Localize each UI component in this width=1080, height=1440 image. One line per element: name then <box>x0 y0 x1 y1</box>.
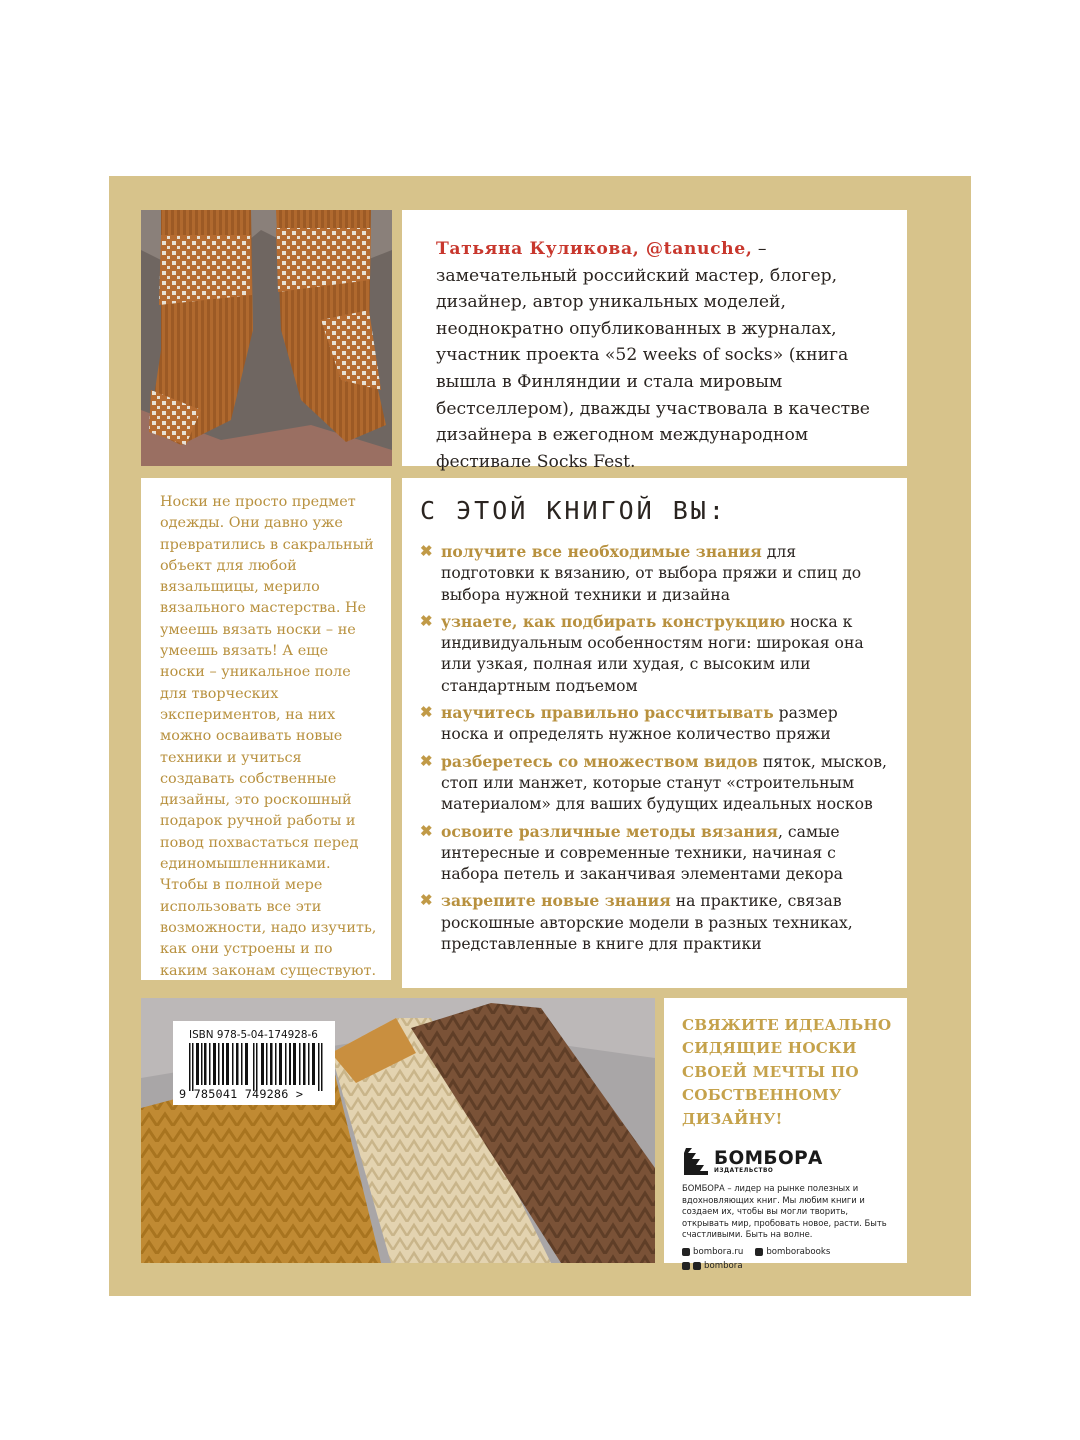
site-link[interactable]: bombora.ru <box>682 1247 743 1257</box>
benefits-list <box>420 541 889 955</box>
telegram-icon <box>693 1262 701 1270</box>
web-icon <box>682 1248 690 1256</box>
x-bullet-icon: ✖ <box>420 821 433 840</box>
promo-slogan: СВЯЖИТЕ ИДЕАЛЬНО СИДЯЩИЕ НОСКИ СВОЕЙ МЕЧТЫ ПО СОБСТВЕННОМУ ДИЗАЙНУ! <box>682 1016 892 1128</box>
publisher-about: БОМБОРА – лидер на рынке полезных и вдохновляющих книг. Мы любим книги и создаем их, чтобы вы могли творить, открывать мир, пробовать новое, расти. Быть счастливыми. Быть на волне. <box>682 1183 887 1240</box>
benefit-item: ✖ освоите различные методы вязания, самые интересные и современные техники, начиная с набора петель и заканчивая элементами декора <box>420 821 843 884</box>
author-panel <box>402 210 907 472</box>
promo-panel <box>664 998 907 1271</box>
bombora-logo-icon <box>682 1147 710 1177</box>
x-bullet-icon: ✖ <box>420 611 433 630</box>
benefit-item: ✖ научитесь правильно рассчитывать размер носка и определять нужное количество пряжи <box>420 703 838 744</box>
isbn-label: ISBN 978-5-04-174928-6 <box>189 1029 318 1041</box>
publisher-logo <box>682 1147 897 1177</box>
benefits-title: С ЭТОЙ КНИГОЙ ВЫ: <box>420 496 727 525</box>
youtube-icon <box>682 1262 690 1270</box>
author-bio <box>436 236 887 475</box>
barcode-digits: 9 785041 749286 > <box>179 1087 304 1101</box>
book-back-cover <box>109 176 971 1296</box>
author-text: – замечательный российский мастер, блогер, дизайнер, автор уникальных моделей, неоднократно опубликованных в журналах, участник проекта «52 weeks of socks» (книга вышла в Финляндии и стала мировым бестселлером), дважды участвовала в качестве дизайнера в ежегодном международном фестивале Socks Fest. <box>436 239 870 472</box>
x-bullet-icon: ✖ <box>420 703 433 722</box>
essay-panel <box>141 478 391 980</box>
benefit-item: ✖ разберетесь со множеством видов пяток, мысков, стоп или манжет, которые станут «строительным материалом» для ваших будущих идеальных носков <box>420 751 887 814</box>
benefit-item: ✖ узнаете, как подбирать конструкцию носка к индивидуальным особенностям ноги: широкая она или узкая, полная или худая, с высоким или стандартным подъемом <box>420 611 864 695</box>
vk-icon <box>755 1248 763 1256</box>
author-name: Татьяна Куликова, @tanuche, <box>436 239 753 259</box>
barcode-bars <box>189 1043 329 1091</box>
socks-photo-top <box>141 210 392 466</box>
benefits-panel <box>402 478 907 988</box>
x-bullet-icon: ✖ <box>420 751 433 770</box>
x-bullet-icon: ✖ <box>420 891 433 910</box>
isbn-barcode <box>173 1021 335 1105</box>
essay-text: Носки не просто предмет одежды. Они давно уже превратились в сакральный объект для любой вязальщицы, мерило вязального мастерства. Не умеешь вязать носки – не умеешь вязать! А еще носки – уникальное поле для творческих экспериментов, на них можно осваивать новые техники и учиться создавать собственные дизайны, это роскошный подарок ручной работы и повод похвастаться перед единомышленниками. Чтобы в полной мере использовать все эти возможности, надо изучить, как они устроены и по каким законам существуют. <box>160 494 377 979</box>
publisher-sub: ИЗДАТЕЛЬСТВО <box>714 1168 774 1175</box>
vk-link[interactable]: bomborabooks <box>755 1247 830 1257</box>
social-handle[interactable]: bombora <box>682 1261 897 1271</box>
benefit-item: ✖ получите все необходимые знания для подготовки к вязанию, от выбора пряжи и спиц до выбора нужной техники и дизайна <box>420 542 862 604</box>
publisher-name: БОМБОРА <box>714 1148 823 1170</box>
x-bullet-icon: ✖ <box>420 542 433 560</box>
benefit-item: ✖ закрепите новые знания на практике, связав роскошные авторские модели в разных техниках, представленные в книге для практики <box>420 891 853 954</box>
